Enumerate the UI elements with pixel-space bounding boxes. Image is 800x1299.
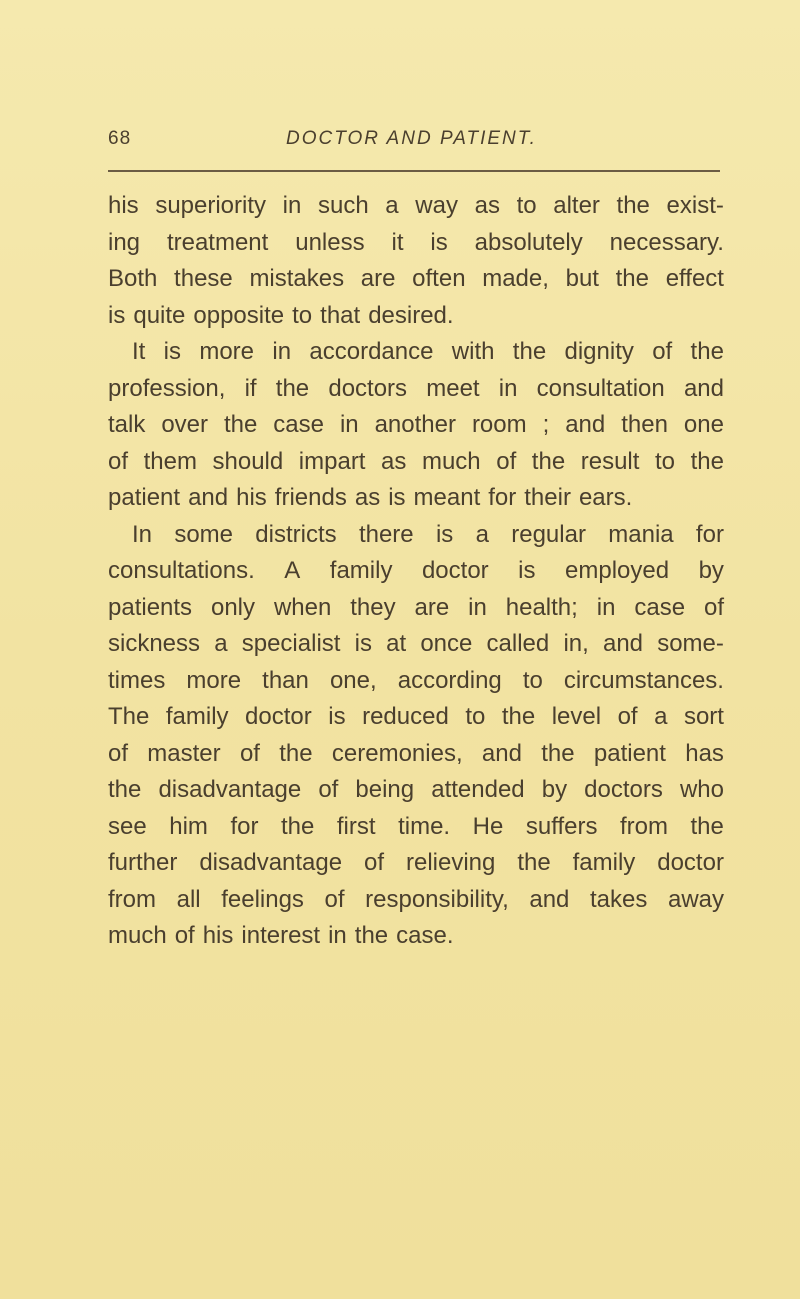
page-number: 68 [108,128,132,149]
text-line: consultations. A family doctor is employed by [108,557,724,584]
text-line: the disadvantage of being attended by doctors who [108,776,724,803]
text-line: much of his interest in the case. [108,922,454,949]
text-line: see him for the first time. He suffers from the [108,812,724,840]
text-line: patient and his friends as is meant for their ears. [108,484,633,511]
text-line: his superiority in such a way as to alter the exist- [108,192,724,219]
text-line: of them should impart as much of the result to the [108,447,724,475]
text-line: sickness a specialist is at once called in, and some- [108,630,724,657]
text-line: The family doctor is reduced to the level of a sort [108,703,724,730]
text-line: further disadvantage of relieving the family doctor [108,849,724,876]
body-text [108,188,724,955]
running-head: DOCTOR AND PATIENT. [286,128,537,149]
text-line: Both these mistakes are often made, but the effect [108,265,724,292]
text-line: ing treatment unless it is absolutely necessary. [108,228,724,256]
text-line: patients only when they are in health; in case of [108,593,724,621]
text-line: It is more in accordance with the dignity of the [132,338,724,365]
text-line: of master of the ceremonies, and the patient has [108,739,724,767]
text-line: talk over the case in another room ; and then one [108,411,724,438]
text-line: is quite opposite to that desired. [108,301,454,329]
text-line: In some districts there is a regular mania for [132,520,724,548]
text-line: profession, if the doctors meet in consultation and [108,374,724,402]
text-line: from all feelings of responsibility, and takes away [108,885,724,913]
text-line: times more than one, according to circumstances. [108,666,724,694]
page-header [108,128,720,162]
header-rule [108,170,720,172]
